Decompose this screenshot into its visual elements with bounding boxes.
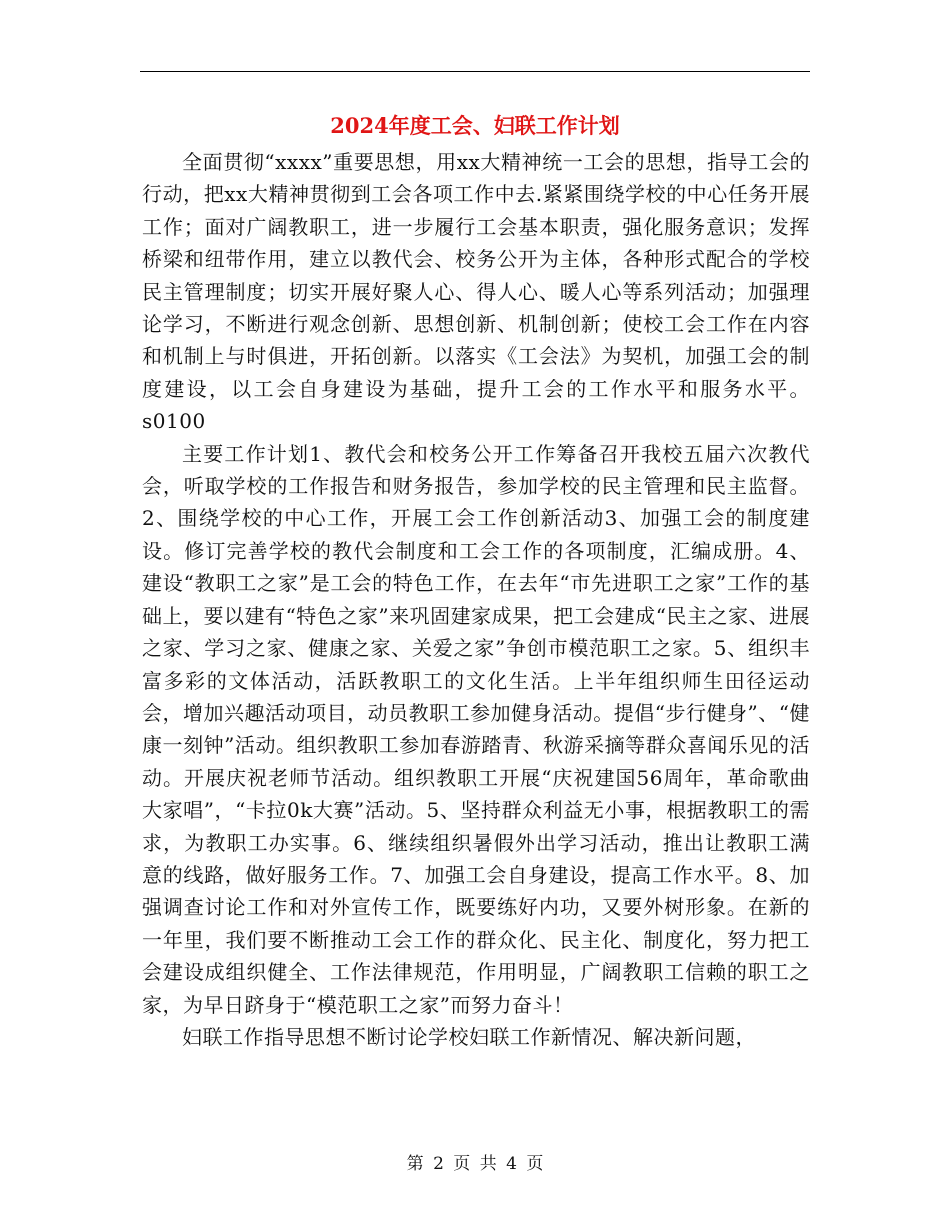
paragraph-guiding-ideology: 全面贯彻“xxxx”重要思想，用xx大精神统一工会的思想，指导工会的行动，把xx大精神贯彻到工会各项工作中去.紧紧围绕学校的中心任务开展工作；面对广阔教职工，进一步履行工会基本职责，强化服务意识；发挥桥梁和纽带作用，建立以教代会、校务公开为主体，各种形式配合的学校民主管理制度；切实开展好聚人心、得人心、暖人心等系列活动；加强理论学习，不断进行观念创新、思想创新、机制创新；使校工会工作在内容和机制上与时俱进，开拓创新。以落实《工会法》为契机，加强工会的制度建设，以工会自身建设为基础，提升工会的工作水平和服务水平。s0100 [142,150,810,434]
paragraph-main-work-plan: 主要工作计划1、教代会和校务公开工作筹备召开我校五届六次教代会，听取学校的工作报告和财务报告，参加学校的民主管理和民主监督。2、围绕学校的中心工作，开展工会工作创新活动3、加强工会的制度建设。修订完善学校的教代会制度和工会工作的各项制度，汇编成册。4、建设“教职工之家”是工会的特色工作，在去年“市先进职工之家”工作的基础上，要以建有“特色之家”来巩固建家成果，把工会建成“民主之家、进展之家、学习之家、健康之家、关爱之家”争创市模范职工之家。5、组织丰富多彩的文体活动，活跃教职工的文化生活。上半年组织师生田径运动会，增加兴趣活动项目，动员教职工参加健身活动。提倡“步行健身”、“健康一刻钟”活动。组织教职工参加春游踏青、秋游采摘等群众喜闻乐见的活动。开展庆祝老师节活动。组织教职工开展“庆祝建国56周年，革命歌曲大家唱”，“卡拉0k大赛”活动。5、坚持群众利益无小事，根据教职工的需求，为教职工办实事。6、继续组织暑假外出学习活动，推出让教职工满意的线路，做好服务工作。7、加强工会自身建设，提高工作水平。8、加强调查讨论工作和对外宣传工作，既要练好内功，又要外树形象。在新的一年里，我们要不断推动工会工作的群众化、民主化、制度化，努力把工会建设成组织健全、工作法律规范，作用明显，广阔教职工信赖的职工之家，为早日跻身于“模范职工之家”而努力奋斗！ [142,441,810,1017]
paragraph-womens-federation: 妇联工作指导思想不断讨论学校妇联工作新情况、解决新问题， [182,1024,756,1049]
document-body [142,146,810,1053]
page-number-footer: 第 2 页 共 4 页 [406,1154,544,1174]
document-title: 2024年度工会、妇联工作计划 [330,113,620,138]
header-rule [140,71,810,72]
